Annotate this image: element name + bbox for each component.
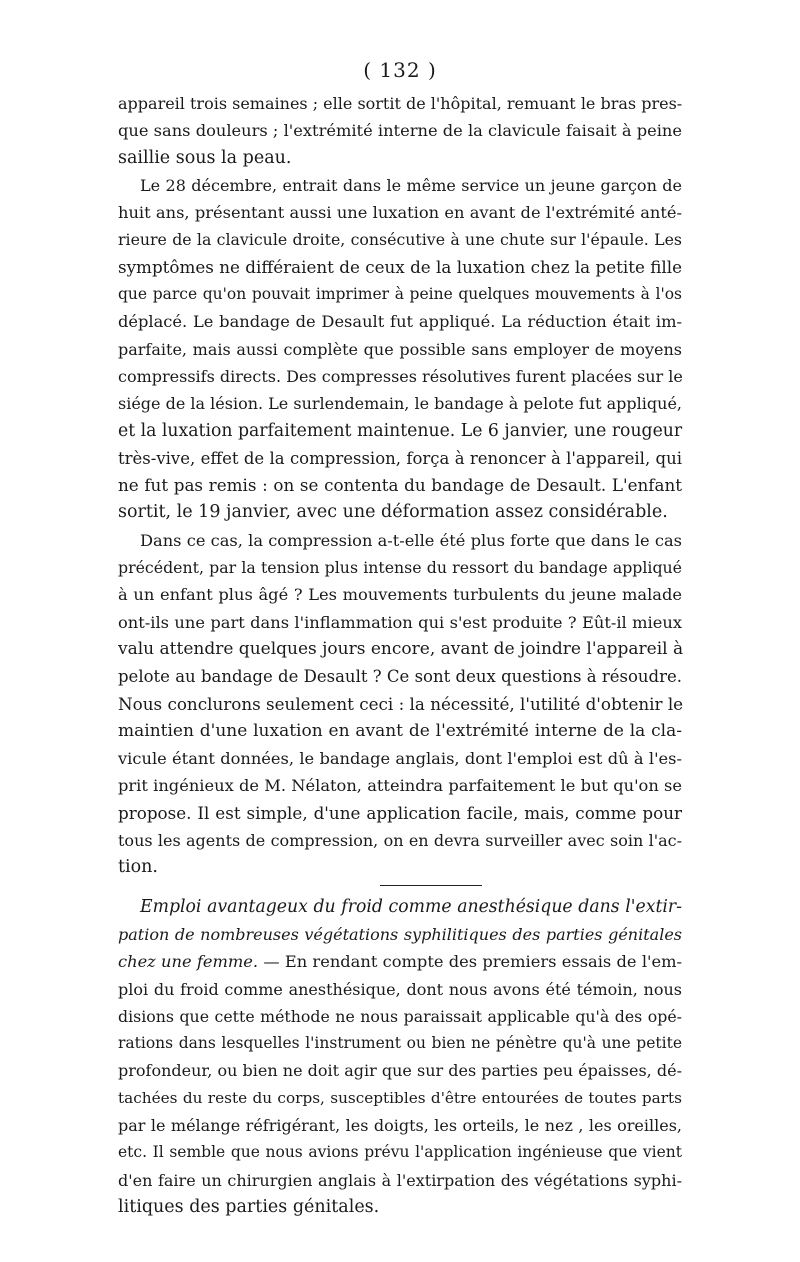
text-line: et la luxation parfaitement maintenue. Le 6 janvier, une rougeur [118,420,683,441]
section-title-line: pation de nombreuses végétations syphilitiques des parties génitales [118,924,682,944]
text-line: Le 28 décembre, entrait dans le même service un jeune garçon de [140,175,682,195]
section-title-line [118,948,682,975]
text-line: ne fut pas remis : on se contenta du bandage de Desault. L'enfant [118,475,682,496]
text-line: déplacé. Le bandage de Desault fut appliqué. La réduction était im- [118,312,682,332]
text-line: vicule étant données, le bandage anglais, dont l'emploi est dû à l'es- [118,749,682,769]
body-text [118,90,682,1221]
text-line: parfaite, mais aussi complète que possible sans employer de moyens [118,339,682,359]
text-line: sortit, le 19 janvier, avec une déformation assez considérable. [118,502,668,523]
text-line: rations dans lesquelles l'instrument ou bien ne pénètre qu'à une petite [118,1034,682,1053]
text-line: à un enfant plus âgé ? Les mouvements turbulents du jeune malade [118,585,682,605]
text-line: ont-ils une part dans l'inflammation qui s'est produite ? Eût-il mieux [118,612,682,632]
text-line: maintien d'une luxation en avant de l'extrémité interne de la cla- [118,720,682,741]
text-line: Dans ce cas, la compression a-t-elle été plus forte que dans le cas [140,530,682,550]
section-title-end: chez une femme. [118,952,259,972]
text-line: profondeur, ou bien ne doit agir que sur des parties peu épaisses, dé- [118,1061,682,1081]
text-line: disions que cette méthode ne nous paraissait applicable qu'à des opé- [118,1006,682,1026]
text-line: tous les agents de compression, on en devra surveiller avec soin l'ac- [118,831,682,851]
text-line: précédent, par la tension plus intense du ressort du bandage appliqué [118,558,682,578]
text-line: ploi du froid comme anesthésique, dont nous avons été témoin, nous [118,979,682,999]
paragraph-3 [118,527,682,882]
text-line: d'en faire un chirurgien anglais à l'extirpation des végétations syphi- [118,1170,682,1190]
text-line: propose. Il est simple, d'une application facile, mais, comme pour [118,802,682,823]
text-line: tion. [118,857,158,878]
section-separator [118,882,682,894]
section-heading [118,894,682,976]
text-line: que parce qu'on pouvait imprimer à peine quelques mouvements à l'os [118,285,682,304]
text-line: que sans douleurs ; l'extrémité interne de la clavicule faisait à peine [118,121,682,141]
text-line: par le mélange réfrigérant, les doigts, les orteils, le nez , les oreilles, [118,1115,682,1135]
text-line: très-vive, effet de la compression, força à renoncer à l'appareil, qui [118,448,682,468]
page-number: ( 132 ) [363,58,437,82]
text-line: etc. Il semble que nous avions prévu l'application ingénieuse que vient [118,1143,682,1162]
text-line: rieure de la clavicule droite, consécutive à une chute sur l'épaule. Les [118,230,682,250]
text-line: prit ingénieux de M. Nélaton, atteindra parfaitement le but qu'on se [118,776,682,796]
paragraph-4 [118,976,682,1222]
text-line: litiques des parties génitales. [118,1196,380,1217]
text-line: saillie sous la peau. [118,147,292,168]
paragraph-2 [118,172,682,527]
text-line: Nous conclurons seulement ceci : la nécessité, l'utilité d'obtenir le [118,693,684,714]
text-line: symptômes ne différaient de ceux de la luxation chez la petite fille [118,256,682,277]
text-line: huit ans, présentant aussi une luxation en avant de l'extrémité anté- [118,203,682,223]
text-line: siége de la lésion. Le surlendemain, le bandage à pelote fut appliqué, [118,394,682,414]
text-line: appareil trois semaines ; elle sortit de l'hôpital, remuant le bras pres- [118,94,683,113]
paragraph-4-start: — En rendant compte des premiers essais de l'em- [258,952,682,972]
section-title-line: Emploi avantageux du froid comme anesthésique dans l'extir- [140,896,682,917]
text-line: compressifs directs. Des compresses résolutives furent placées sur le [118,366,683,386]
text-line: pelote au bandage de Desault ? Ce sont deux questions à résoudre. [118,667,682,687]
text-line: tachées du reste du corps, susceptibles d'être entourées de toutes parts [118,1088,682,1107]
text-line: valu attendre quelques jours encore, avant de joindre l'appareil à [118,638,684,659]
paragraph-1 [118,90,682,172]
